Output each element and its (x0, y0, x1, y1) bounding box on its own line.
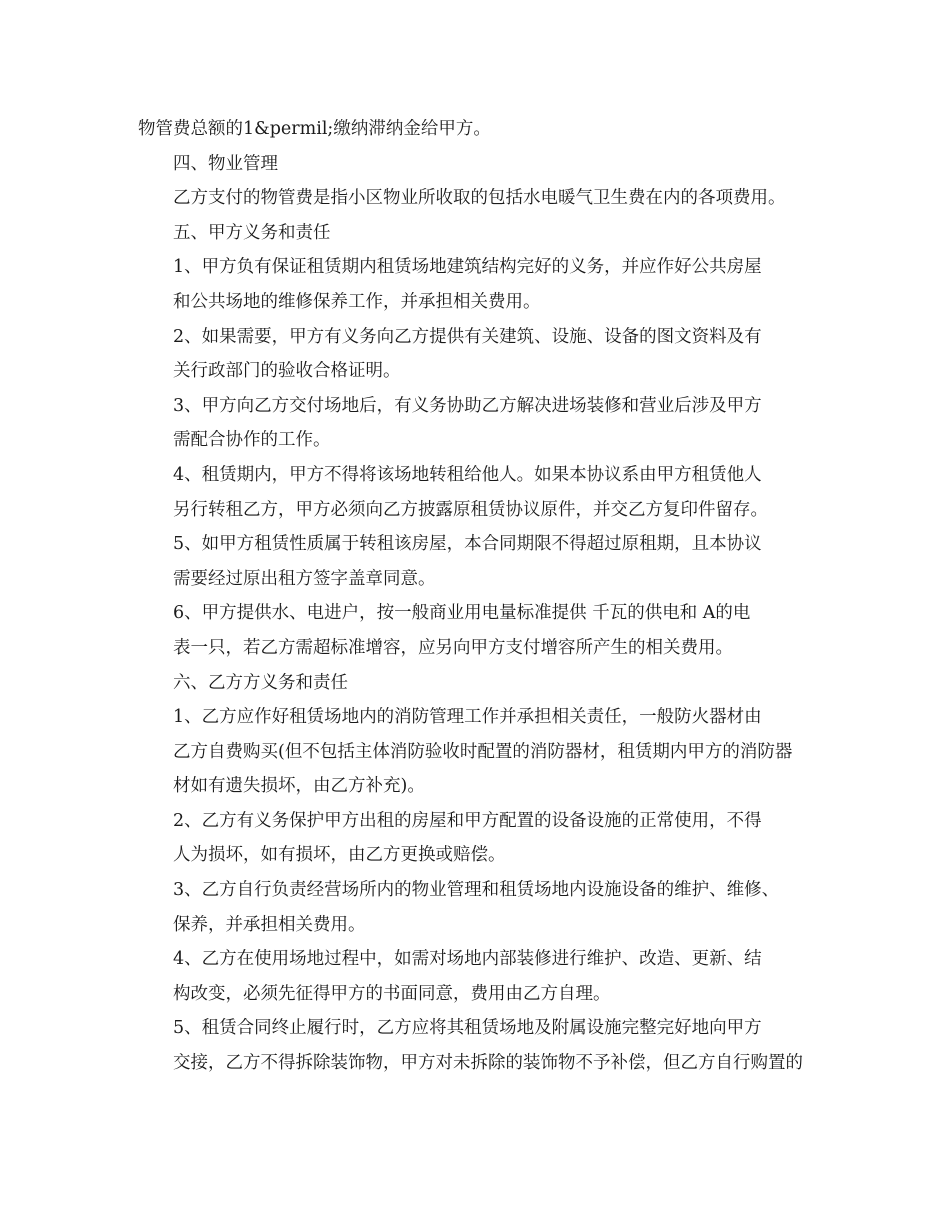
paragraph-p5 (138, 320, 828, 389)
paragraph-p9 (138, 596, 828, 665)
paragraph-p8 (138, 527, 828, 596)
text-line: 3、乙方自行负责经营场所内的物业管理和租赁场地内设施设备的维护、维修、 (173, 880, 780, 901)
paragraph-p10 (138, 666, 828, 701)
paragraph-p12 (138, 804, 828, 873)
text-line: 2、如果需要，甲方有义务向乙方提供有关建筑、设施、设备的图文资料及有 (173, 326, 762, 347)
paragraph-p7 (138, 458, 828, 527)
paragraph-p0 (138, 112, 828, 147)
text-line: 4、乙方在使用场地过程中，如需对场地内部装修进行维护、改造、更新、结 (173, 949, 762, 970)
text-line: 关行政部门的验收合格证明。 (173, 361, 401, 382)
paragraph-p4 (138, 250, 828, 319)
text-line: 四、物业管理 (173, 153, 278, 174)
text-line: 4、租赁期内，甲方不得将该场地转租给他人。如果本协议系由甲方租赁他人 (173, 464, 762, 485)
document-body (138, 112, 828, 1081)
text-line: 乙方自费购买(但不包括主体消防验收时配置的消防器材，租赁期内甲方的消防器 (173, 741, 793, 762)
text-line: 表一只，若乙方需超标准增容，应另向甲方支付增容所产生的相关费用。 (173, 637, 733, 658)
paragraph-p3 (138, 216, 828, 251)
text-line: 保养，并承担相关费用。 (173, 914, 366, 935)
paragraph-p14 (138, 942, 828, 1011)
text-line: 和公共场地的维修保养工作，并承担相关费用。 (173, 291, 541, 312)
text-line: 1、甲方负有保证租赁期内租赁场地建筑结构完好的义务，并应作好公共房屋 (173, 257, 762, 278)
text-line: 2、乙方有义务保护甲方出租的房屋和甲方配置的设备设施的正常使用，不得 (173, 810, 762, 831)
paragraph-p2 (138, 181, 828, 216)
text-line: 需配合协作的工作。 (173, 430, 331, 451)
text-line: 交接，乙方不得拆除装饰物，甲方对未拆除的装饰物不予补偿，但乙方自行购置的 (173, 1053, 803, 1074)
paragraph-p11 (138, 700, 828, 804)
text-line: 乙方支付的物管费是指小区物业所收取的包括水电暖气卫生费在内的各项费用。 (173, 188, 786, 209)
text-line: 材如有遗失损坏，由乙方补充)。 (173, 776, 425, 797)
text-line: 物管费总额的1&permil;缴纳滞纳金给甲方。 (138, 119, 491, 139)
text-line: 5、租赁合同终止履行时，乙方应将其租赁场地及附属设施完整完好地向甲方 (173, 1018, 762, 1039)
text-line: 六、乙方方义务和责任 (173, 672, 348, 693)
text-line: 3、甲方向乙方交付场地后，有义务协助乙方解决进场装修和营业后涉及甲方 (173, 395, 762, 416)
text-line: 构改变，必须先征得甲方的书面同意，费用由乙方自理。 (173, 983, 611, 1004)
paragraph-p6 (138, 389, 828, 458)
text-line: 另行转租乙方，甲方必须向乙方披露原租赁协议原件，并交乙方复印件留存。 (173, 499, 768, 520)
text-line: 6、甲方提供水、电进户，按一般商业用电量标准提供 千瓦的供电和 A的电 (173, 603, 751, 624)
text-line: 人为损坏，如有损坏，由乙方更换或赔偿。 (173, 845, 506, 866)
text-line: 5、如甲方租赁性质属于转租该房屋，本合同期限不得超过原租期，且本协议 (173, 534, 762, 555)
paragraph-p15 (138, 1011, 828, 1080)
text-line: 需要经过原出租方签字盖章同意。 (173, 568, 436, 589)
text-line: 五、甲方义务和责任 (173, 222, 331, 243)
text-line: 1、乙方应作好租赁场地内的消防管理工作并承担相关责任，一般防火器材由 (173, 707, 762, 728)
paragraph-p1 (138, 147, 828, 182)
paragraph-p13 (138, 873, 828, 942)
